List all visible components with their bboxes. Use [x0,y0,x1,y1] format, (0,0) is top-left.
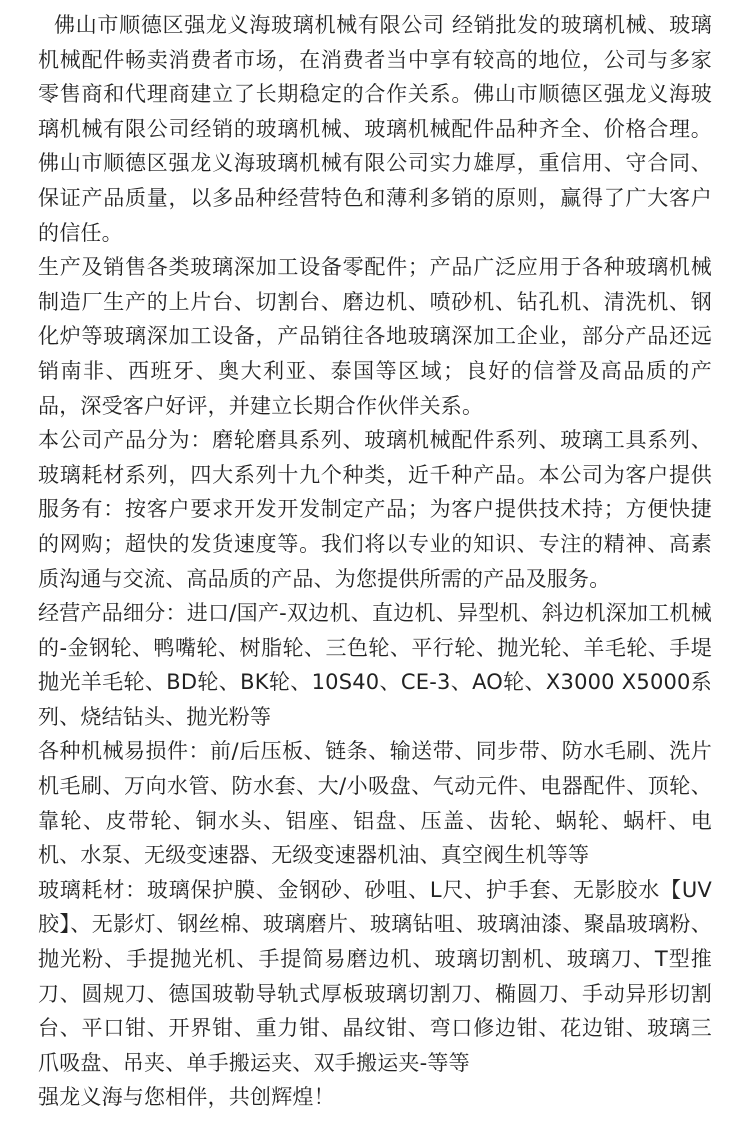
closing-slogan: 强龙义海与您相伴，共创辉煌！ [38,1085,335,1110]
product-range-paragraph: 本公司产品分为：磨轮磨具系列、玻璃机械配件系列、玻璃工具系列、玻璃耗材系列，四大系列十九个种类，近千种产品。本公司为客户提供服务有：按客户要求开发开发制定产品；为客户提供技术持；方便快捷的网购；超快的发货速度等。我们将以专业的知识、专注的精神、高素质沟通与交流、高品质的产品、为您提供所需的产品及服务。 [38,428,712,591]
wear-parts-paragraph: 各种机械易损件：前/后压板、链条、输送带、同步带、防水毛刷、洗片机毛刷、万向水管、防水套、大/小吸盘、气动元件、电器配件、顶轮、靠轮、皮带轮、铜水头、铝座、铝盘、压盖、齿轮、蜗轮、蜗杆、电机、水泵、无级变速器、无级变速器机油、真空阀生机等等 [38,739,712,868]
intro-paragraph: 佛山市顺德区强龙义海玻璃机械有限公司 经销批发的玻璃机械、玻璃机械配件畅卖消费者市场，在消费者当中享有较高的地位，公司与多家零售商和代理商建立了长期稳定的合作关系。佛山市顺德区强龙义海玻璃机械有限公司经销的玻璃机械、玻璃机械配件品种齐全、价格合理。佛山市顺德区强龙义海玻璃机械有限公司实力雄厚，重信用、守合同、保证产品质量，以多品种经营特色和薄利多销的原则，赢得了广大客户的信任。 [38,13,712,245]
company-description [38,8,712,1115]
product-detail-paragraph: 经营产品细分：进口/国产-双边机、直边机、异型机、斜边机深加工机械的-金钢轮、鸭嘴轮、树脂轮、三色轮、平行轮、抛光轮、羊毛轮、手堤抛光羊毛轮、BD轮、BK轮、10S40、CE-3、AO轮、X3000 X5000系列、烧结钻头、抛光粉等 [38,601,712,729]
consumables-paragraph: 玻璃耗材：玻璃保护膜、金钢砂、砂咀、L尺、护手套、无影胶水【UV胶】、无影灯、钢丝棉、玻璃磨片、玻璃钻咀、玻璃油漆、聚晶玻璃粉、抛光粉、手提抛光机、手提简易磨边机、玻璃切割机、玻璃刀、T型推刀、圆规刀、德国玻勒导轨式厚板玻璃切割刀、椭圆刀、手动异形切割台、平口钳、开界钳、重力钳、晶纹钳、弯口修边钳、花边钳、玻璃三爪吸盘、吊夹、单手搬运夹、双手搬运夹-等等 [38,877,712,1075]
production-paragraph: 生产及销售各类玻璃深加工设备零配件；产品广泛应用于各种玻璃机械制造厂生产的上片台、切割台、磨边机、喷砂机、钻孔机、清洗机、钢化炉等玻璃深加工设备，产品销往各地玻璃深加工企业，部分产品还远销南非、西班牙、奥大利亚、泰国等区域；良好的信誉及高品质的产品，深受客户好评，并建立长期合作伙伴关系。 [38,255,712,418]
